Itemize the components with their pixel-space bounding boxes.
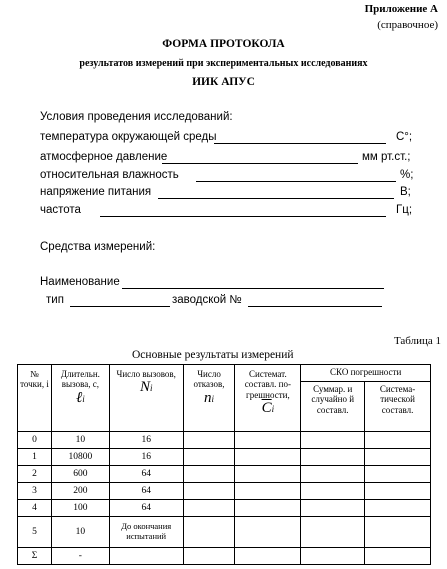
table-caption: Основные результаты измерений bbox=[132, 349, 294, 361]
cell-failures[interactable] bbox=[183, 483, 235, 500]
cell-calls: 64 bbox=[109, 483, 183, 500]
cell-duration: 600 bbox=[51, 466, 109, 483]
cell-sko-random[interactable] bbox=[301, 500, 365, 517]
condition-line-voltage[interactable] bbox=[158, 198, 394, 199]
table-row bbox=[18, 517, 431, 548]
cell-sko-system[interactable] bbox=[365, 500, 431, 517]
condition-label-pressure: атмосферное давление bbox=[40, 151, 168, 163]
cell-duration: 10 bbox=[51, 432, 109, 449]
cell-failures[interactable] bbox=[183, 466, 235, 483]
header-sko: СКО погрешности bbox=[301, 365, 431, 382]
cell-systematic[interactable] bbox=[235, 466, 301, 483]
condition-label-humidity: относительная влажность bbox=[40, 169, 179, 181]
cell-calls: 16 bbox=[109, 449, 183, 466]
cell-sko-random[interactable] bbox=[301, 449, 365, 466]
cell-point: 5 bbox=[18, 517, 52, 548]
cell-systematic[interactable] bbox=[235, 483, 301, 500]
header-duration: Длительн. вызова, с, ℓi bbox=[51, 365, 109, 432]
instrument-type-line[interactable] bbox=[70, 306, 170, 307]
cell-sko-system[interactable] bbox=[365, 548, 431, 565]
table-row bbox=[18, 483, 431, 500]
results-table bbox=[17, 364, 431, 565]
cell-sko-system[interactable] bbox=[365, 449, 431, 466]
condition-label-temperature: температура окружающей среды bbox=[40, 131, 217, 143]
cell-sko-random[interactable] bbox=[301, 548, 365, 565]
condition-line-temperature[interactable] bbox=[214, 143, 386, 144]
failures-symbol: n bbox=[204, 389, 212, 406]
calls-symbol: N bbox=[139, 379, 150, 396]
cell-duration: 100 bbox=[51, 500, 109, 517]
cell-systematic[interactable] bbox=[235, 517, 301, 548]
cell-duration: 200 bbox=[51, 483, 109, 500]
condition-label-voltage: напряжение питания bbox=[40, 186, 152, 198]
cell-calls bbox=[109, 548, 183, 565]
instrument-serial-label: заводской № bbox=[172, 294, 242, 306]
header-point: № точки, i bbox=[18, 365, 52, 432]
duration-subscript: i bbox=[82, 393, 85, 404]
cell-calls: До окончания испытаний bbox=[109, 517, 183, 548]
cell-calls: 64 bbox=[109, 466, 183, 483]
cell-calls: 16 bbox=[109, 432, 183, 449]
cell-calls: 64 bbox=[109, 500, 183, 517]
condition-line-pressure[interactable] bbox=[162, 163, 358, 164]
instrument-name-line[interactable] bbox=[122, 288, 384, 289]
table-row bbox=[18, 449, 431, 466]
header-sko-system: Система- тической составл. bbox=[365, 382, 431, 432]
cell-point: 3 bbox=[18, 483, 52, 500]
cell-sko-random[interactable] bbox=[301, 466, 365, 483]
form-system: ИИК АПУС bbox=[192, 76, 255, 88]
header-sko-random: Суммар. и случайно й составл. bbox=[301, 382, 365, 432]
table-row bbox=[18, 432, 431, 449]
cell-sko-random[interactable] bbox=[301, 517, 365, 548]
cell-sko-system[interactable] bbox=[365, 483, 431, 500]
condition-unit-frequency: Гц; bbox=[396, 204, 413, 216]
cell-failures[interactable] bbox=[183, 432, 235, 449]
cell-sko-random[interactable] bbox=[301, 432, 365, 449]
condition-unit-humidity: %; bbox=[400, 169, 414, 181]
cell-failures[interactable] bbox=[183, 449, 235, 466]
cell-point: Σ bbox=[18, 548, 52, 565]
systematic-subscript: i bbox=[271, 404, 275, 415]
cell-systematic[interactable] bbox=[235, 500, 301, 517]
cell-point: 4 bbox=[18, 500, 52, 517]
cell-sko-random[interactable] bbox=[301, 483, 365, 500]
systematic-symbol: $\overline{C}$ bbox=[261, 400, 272, 417]
cell-point: 0 bbox=[18, 432, 52, 449]
condition-unit-temperature: С°; bbox=[396, 131, 413, 143]
cell-point: 1 bbox=[18, 449, 52, 466]
appendix-title: Приложение А bbox=[364, 3, 438, 15]
table-row-total bbox=[18, 548, 431, 565]
cell-point: 2 bbox=[18, 466, 52, 483]
cell-failures[interactable] bbox=[183, 548, 235, 565]
cell-duration: - bbox=[51, 548, 109, 565]
conditions-heading: Условия проведения исследований: bbox=[40, 111, 233, 123]
cell-failures[interactable] bbox=[183, 500, 235, 517]
instrument-name-label: Наименование bbox=[40, 276, 120, 288]
cell-sko-system[interactable] bbox=[365, 466, 431, 483]
header-systematic: Системат. составл. по- грешности, $\overline{C}i$ bbox=[235, 365, 301, 432]
header-failures: Число отказов, ni bbox=[183, 365, 235, 432]
header-calls: Число вызовов, Ni bbox=[109, 365, 183, 432]
table-row bbox=[18, 466, 431, 483]
cell-systematic[interactable] bbox=[235, 449, 301, 466]
calls-subscript: i bbox=[149, 383, 153, 394]
cell-failures[interactable] bbox=[183, 517, 235, 548]
table-row bbox=[18, 500, 431, 517]
condition-unit-pressure: мм рт.ст.; bbox=[362, 151, 411, 163]
condition-unit-voltage: В; bbox=[400, 186, 411, 198]
failures-subscript: i bbox=[211, 393, 215, 404]
cell-sko-system[interactable] bbox=[365, 517, 431, 548]
condition-label-frequency: частота bbox=[40, 204, 81, 216]
form-subtitle: результатов измерений при экспериментальных исследованиях bbox=[79, 58, 368, 69]
cell-duration: 10800 bbox=[51, 449, 109, 466]
instrument-serial-line[interactable] bbox=[248, 306, 382, 307]
instruments-heading: Средства измерений: bbox=[40, 241, 156, 253]
table-number: Таблица 1 bbox=[393, 335, 441, 347]
cell-duration: 10 bbox=[51, 517, 109, 548]
cell-systematic[interactable] bbox=[235, 548, 301, 565]
appendix-subtitle: (справочное) bbox=[377, 19, 438, 31]
condition-line-frequency[interactable] bbox=[100, 216, 386, 217]
duration-symbol: ℓ bbox=[75, 389, 83, 406]
cell-systematic[interactable] bbox=[235, 432, 301, 449]
form-title: ФОРМА ПРОТОКОЛА bbox=[162, 38, 285, 50]
instrument-type-label: тип bbox=[46, 294, 64, 306]
condition-line-humidity[interactable] bbox=[196, 181, 396, 182]
cell-sko-system[interactable] bbox=[365, 432, 431, 449]
